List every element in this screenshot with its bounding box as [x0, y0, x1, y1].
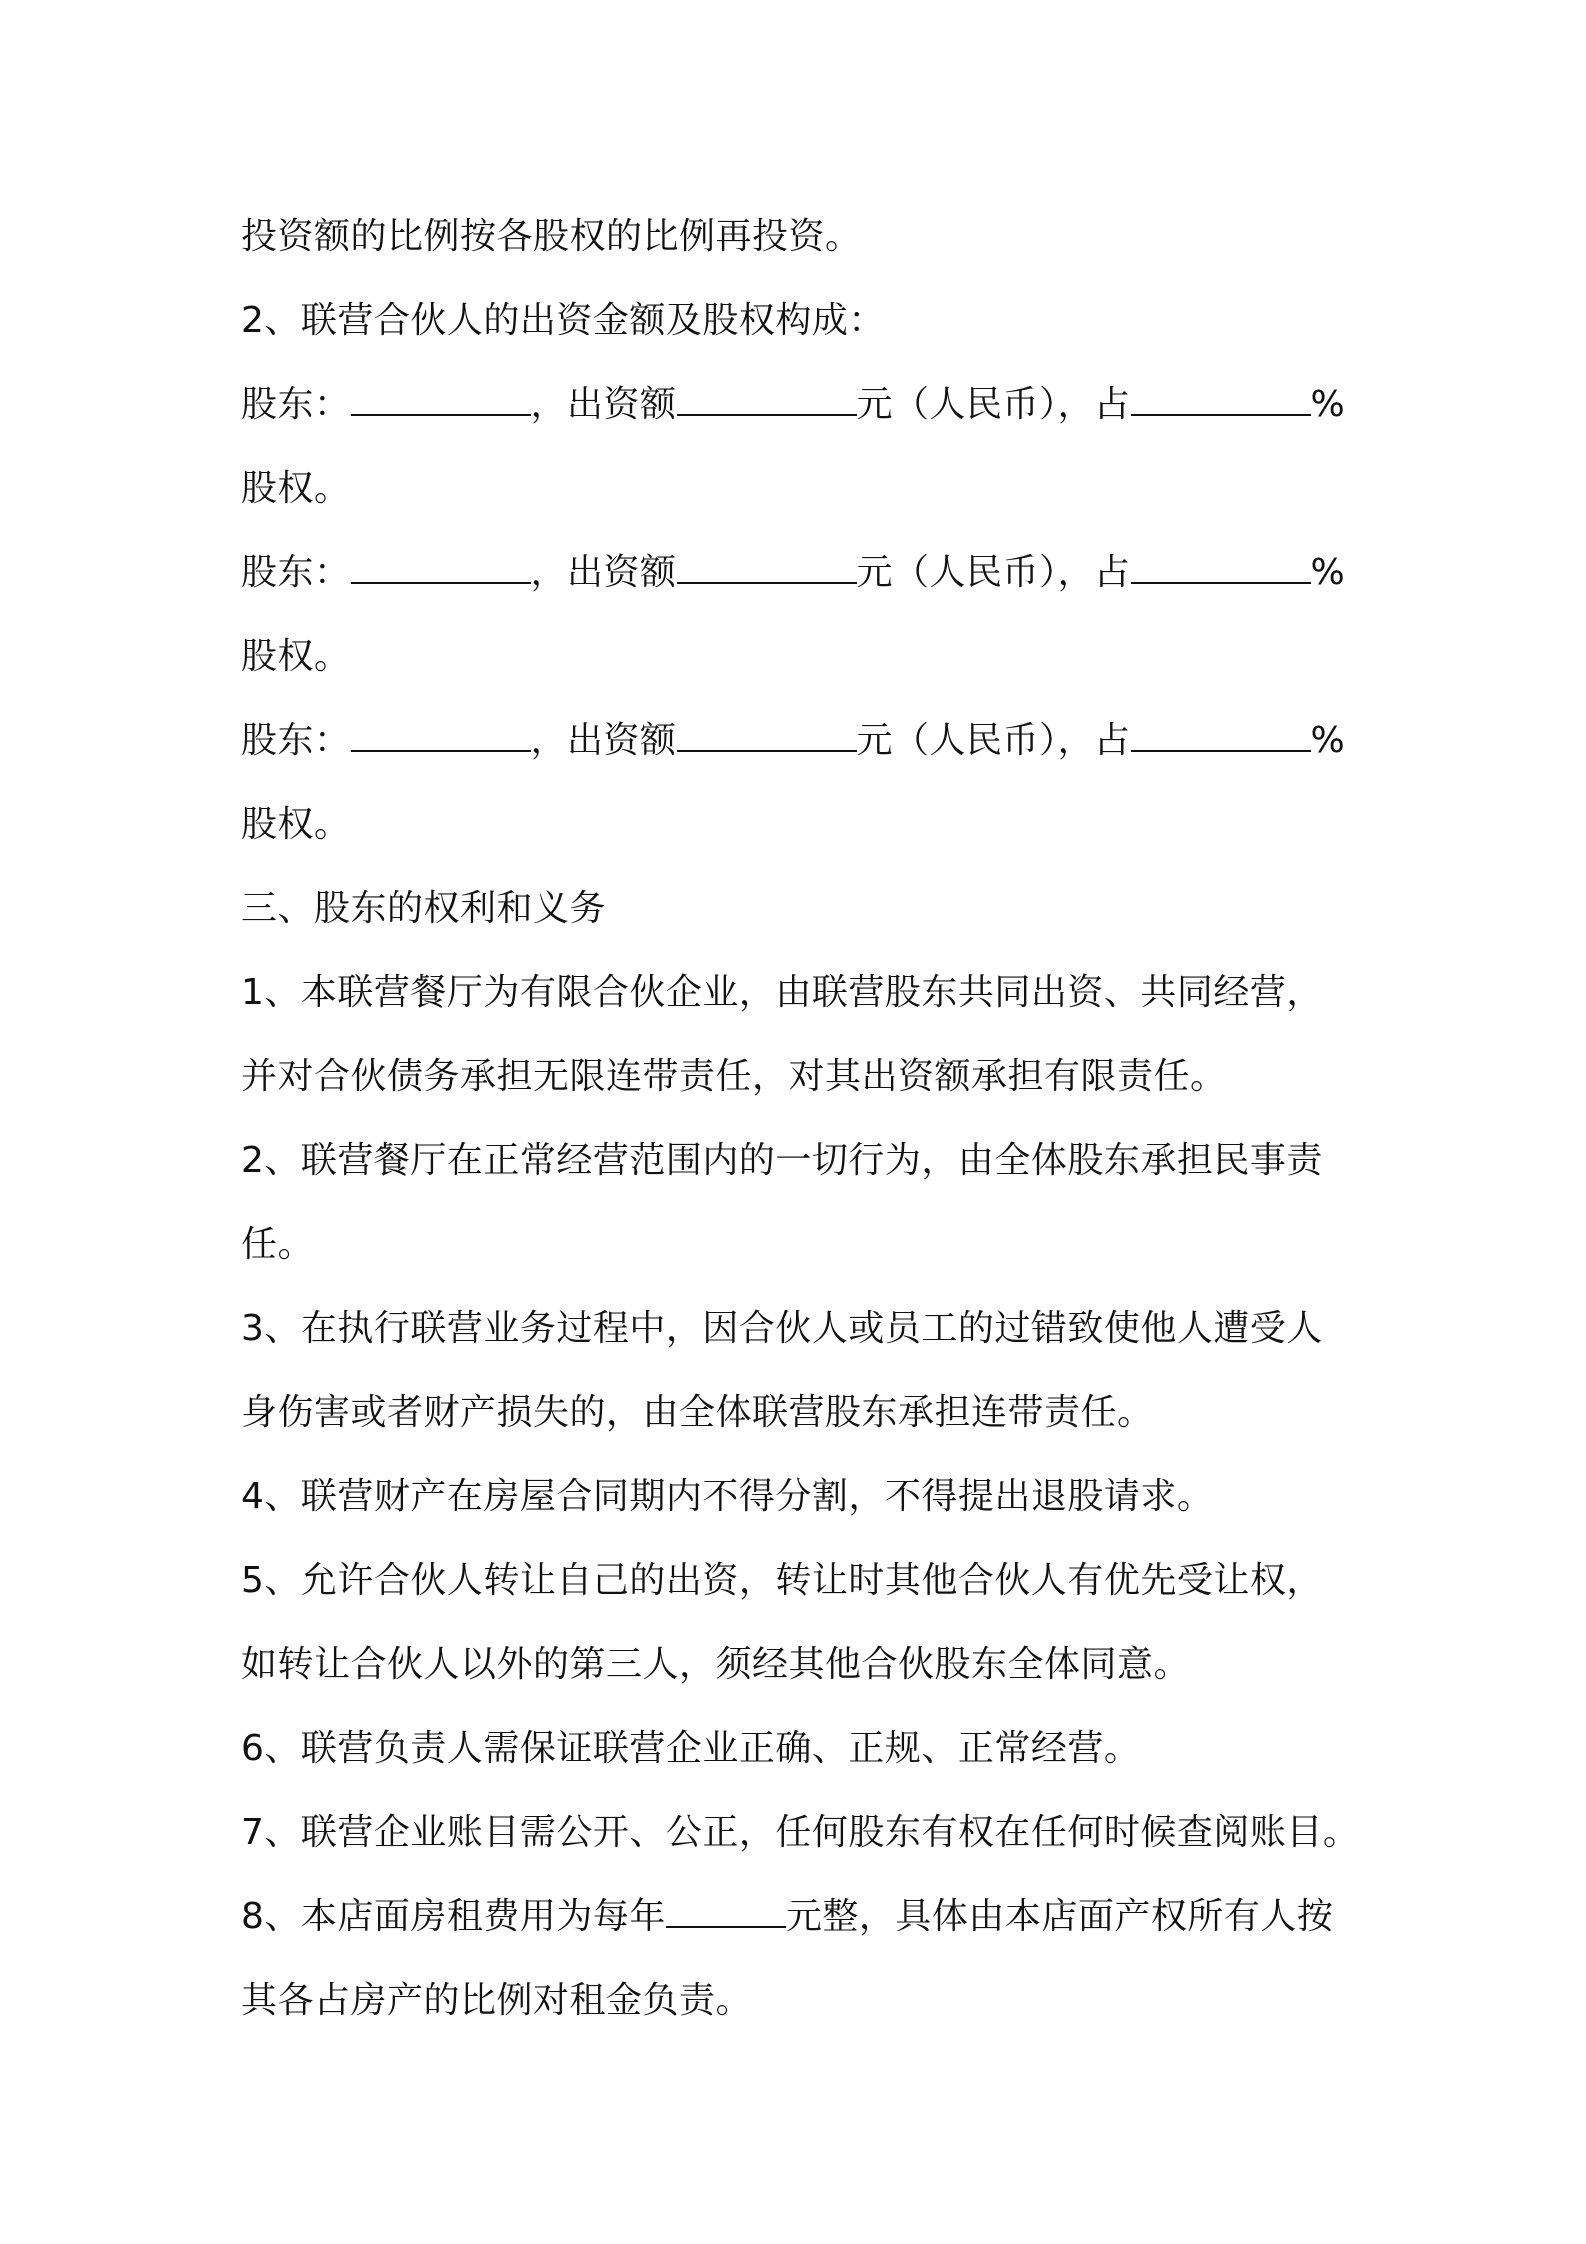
- rent-clause-suffix: 元整，具体由本店面产权所有人按: [785, 1896, 1334, 1937]
- shareholder-name-blank[interactable]: [351, 384, 531, 416]
- text-line: 股权。: [241, 468, 351, 509]
- rent-clause-line: [241, 1875, 1391, 1959]
- share-percent-blank[interactable]: [1131, 720, 1311, 752]
- capital-amount-blank[interactable]: [677, 384, 857, 416]
- rent-clause-prefix: 8、本店面房租费用为每年: [241, 1896, 666, 1937]
- text-line: 股权。: [241, 804, 351, 845]
- document-body: [241, 195, 1391, 2043]
- percent-sign: %: [1310, 720, 1346, 761]
- capital-label: ，出资额: [530, 552, 677, 593]
- shareholder-name-blank[interactable]: [351, 720, 531, 752]
- clause-line: 3、在执行联营业务过程中，因合伙人或员工的过错致使他人遭受人: [241, 1308, 1323, 1349]
- text-line: 2、联营合伙人的出资金额及股权构成：: [241, 300, 885, 341]
- shareholder-row: [241, 363, 1391, 447]
- shareholder-name-blank[interactable]: [351, 552, 531, 584]
- capital-label: ，出资额: [530, 720, 677, 761]
- rent-amount-blank[interactable]: [666, 1896, 786, 1928]
- clause-line: 如转让合伙人以外的第三人，须经其他合伙股东全体同意。: [241, 1644, 1191, 1685]
- clause-line: 6、联营负责人需保证联营企业正确、正规、正常经营。: [241, 1728, 1141, 1769]
- shareholder-row: [241, 531, 1391, 615]
- capital-amount-blank[interactable]: [677, 720, 857, 752]
- shareholder-row: [241, 699, 1391, 783]
- share-label: 元（人民币），占: [856, 384, 1131, 425]
- capital-label: ，出资额: [530, 384, 677, 425]
- text-line: 投资额的比例按各股权的比例再投资。: [241, 216, 862, 257]
- clause-line: 1、本联营餐厅为有限合伙企业，由联营股东共同出资、共同经营，: [241, 972, 1323, 1013]
- shareholder-label: 股东：: [241, 720, 351, 761]
- share-label: 元（人民币），占: [856, 720, 1131, 761]
- clause-line: 4、联营财产在房屋合同期内不得分割，不得提出退股请求。: [241, 1476, 1214, 1517]
- shareholder-label: 股东：: [241, 384, 351, 425]
- capital-amount-blank[interactable]: [677, 552, 857, 584]
- clause-line: 7、联营企业账目需公开、公正，任何股东有权在任何时候查阅账目。: [241, 1812, 1360, 1853]
- percent-sign: %: [1310, 384, 1346, 425]
- clause-line: 并对合伙债务承担无限连带责任，对其出资额承担有限责任。: [241, 1056, 1227, 1097]
- text-line: 股权。: [241, 636, 351, 677]
- percent-sign: %: [1310, 552, 1346, 593]
- shareholder-label: 股东：: [241, 552, 351, 593]
- clause-line: 2、联营餐厅在正常经营范围内的一切行为，由全体股东承担民事责: [241, 1140, 1323, 1181]
- clause-line: 5、允许合伙人转让自己的出资，转让时其他合伙人有优先受让权，: [241, 1560, 1323, 1601]
- share-percent-blank[interactable]: [1131, 384, 1311, 416]
- share-percent-blank[interactable]: [1131, 552, 1311, 584]
- clause-line: 其各占房产的比例对租金负责。: [241, 1980, 753, 2021]
- clause-line: 身伤害或者财产损失的，由全体联营股东承担连带责任。: [241, 1392, 1154, 1433]
- share-label: 元（人民币），占: [856, 552, 1131, 593]
- section-heading: 三、股东的权利和义务: [241, 888, 607, 929]
- clause-line: 任。: [241, 1224, 315, 1265]
